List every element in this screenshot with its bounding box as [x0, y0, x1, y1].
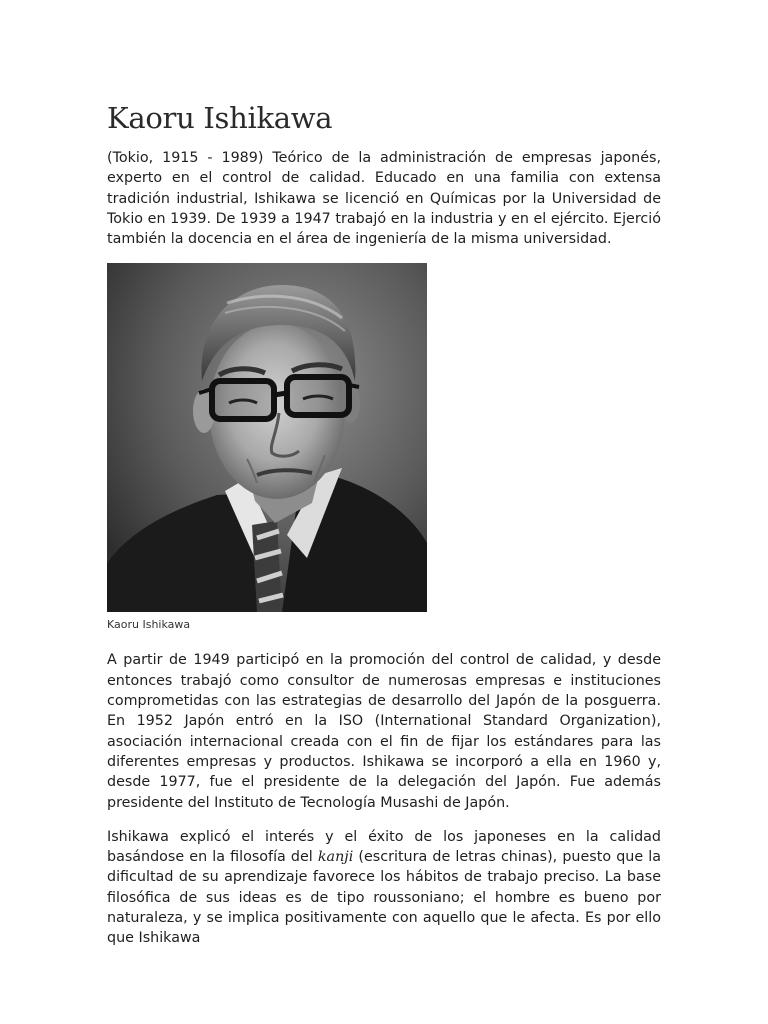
body-paragraph-2: A partir de 1949 participó en la promoción del control de calidad, y desde entonces trabajó como consultor de numerosas empresas e instituciones comprometidas con las estrategias de desarrollo del Japón de la posguerra. En 1952 Japón entró en la ISO (International Standard Organization), asociación internacional creada con el fin de fijar los estándares para las diferentes empresas y productos. Ishikawa se incorporó a ella en 1960 y, desde 1977, fue el presidente de la delegación del Japón. Fue además presidente del Instituto de Tecnología Musashi de Japón.: [107, 652, 661, 811]
portrait-figure: [107, 263, 427, 632]
figure-caption: Kaoru Ishikawa: [107, 618, 191, 632]
p3-text-after: (escritura de letras chinas), puesto que la dificultad de su aprendizaje favorece los hábitos de trabajo preciso. La base filosófica de sus ideas es de tipo roussoniano; el hombre es bueno por naturaleza, y se implica positivamente con aquello que le afecta. Es por ello que Ishikawa: [107, 849, 661, 947]
portrait-photo: [107, 263, 427, 612]
article: [107, 98, 661, 949]
intro-paragraph: (Tokio, 1915 - 1989) Teórico de la administración de empresas japonés, experto en el control de calidad. Educado en una familia con extensa tradición industrial, Ishikawa se licenció en Químicas por la Universidad de Tokio en 1939. De 1939 a 1947 trabajó en la industria y en el ejército. Ejerció también la docencia en el área de ingeniería de la misma universidad.: [107, 150, 661, 248]
page-title: Kaoru Ishikawa: [107, 101, 333, 135]
body-paragraph-3: [107, 827, 661, 949]
kanji-term: kanji: [317, 849, 354, 866]
p3-text-before: Ishikawa explicó el interés y el éxito de los japoneses en la calidad basándose en la filosofía del: [107, 828, 661, 866]
